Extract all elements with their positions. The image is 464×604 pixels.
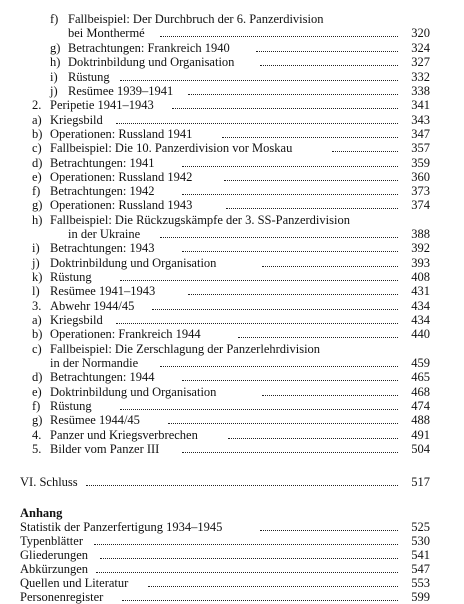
toc-page: 359	[411, 156, 430, 170]
toc-text: Rüstung	[50, 399, 92, 413]
dot-leader	[160, 237, 398, 238]
toc-label: a)	[32, 313, 42, 327]
toc-text: bei Monthermé	[68, 26, 145, 40]
toc-entry[interactable]	[50, 84, 430, 98]
dot-leader	[100, 558, 398, 559]
toc-entry[interactable]	[32, 284, 430, 298]
toc-label: f)	[50, 12, 59, 26]
toc-label: h)	[50, 55, 61, 69]
toc-section[interactable]	[32, 299, 430, 313]
dot-leader	[238, 337, 398, 338]
toc-page: 408	[411, 270, 430, 284]
dot-leader	[116, 323, 398, 324]
toc-page: 434	[411, 313, 430, 327]
toc-label: k)	[32, 270, 43, 284]
toc-label: h)	[32, 213, 43, 227]
toc-text: Resümee 1941–1943	[50, 284, 156, 298]
toc-entry[interactable]	[20, 534, 430, 548]
toc-label: d)	[32, 156, 43, 170]
toc-entry[interactable]	[32, 270, 430, 284]
dot-leader	[120, 409, 398, 410]
dot-leader	[256, 51, 398, 52]
dot-leader	[120, 80, 398, 81]
dot-leader	[260, 65, 398, 66]
toc-label: g)	[50, 41, 61, 55]
toc-text: Fallbeispiel: Die Zerschlagung der Panzerlehrdivision	[50, 342, 321, 356]
toc-entry[interactable]	[32, 370, 430, 384]
toc-page: 373	[411, 184, 430, 198]
toc-text: Doktrinbildung und Organisation	[50, 256, 217, 270]
toc-entry-continuation[interactable]	[68, 227, 430, 241]
toc-text: Operationen: Russland 1941	[50, 127, 193, 141]
toc-entry[interactable]	[50, 12, 324, 26]
toc-label: 5.	[32, 442, 42, 456]
toc-entry[interactable]	[32, 327, 430, 341]
dot-leader	[182, 251, 398, 252]
toc-page: 599	[411, 590, 430, 604]
dot-leader	[224, 180, 398, 181]
toc-text: Betrachtungen: Frankreich 1940	[68, 41, 230, 55]
toc-entry[interactable]	[50, 55, 430, 69]
toc-page: 343	[411, 113, 430, 127]
toc-page: 393	[411, 256, 430, 270]
toc-entry[interactable]	[32, 113, 430, 127]
toc-page: 488	[411, 413, 430, 427]
toc-text: Panzer und Kriegsverbrechen	[50, 428, 198, 442]
toc-page: 388	[411, 227, 430, 241]
toc-page: 320	[411, 26, 430, 40]
toc-text: Doktrinbildung und Organisation	[68, 55, 235, 69]
toc-page: 374	[411, 198, 430, 212]
toc-text: in der Ukraine	[68, 227, 141, 241]
toc-text: Fallbeispiel: Die 10. Panzerdivision vor Moskau	[50, 141, 293, 155]
toc-label: i)	[32, 241, 40, 255]
toc-section[interactable]	[32, 442, 430, 456]
toc-label: f)	[32, 399, 41, 413]
toc-text: Fallbeispiel: Die Rückzugskämpfe der 3. SS-Panzerdivision	[50, 213, 350, 227]
toc-entry[interactable]	[32, 141, 430, 155]
toc-entry[interactable]	[50, 41, 430, 55]
dot-leader	[172, 108, 398, 109]
toc-entry[interactable]	[32, 170, 430, 184]
toc-page: 341	[411, 98, 430, 112]
toc-label: 3.	[32, 299, 42, 313]
dot-leader	[160, 366, 398, 367]
toc-label: 4.	[32, 428, 42, 442]
toc-text: Peripetie 1941–1943	[50, 98, 154, 112]
toc-entry[interactable]	[32, 213, 430, 227]
toc-label: b)	[32, 327, 43, 341]
toc-text: Bilder vom Panzer III	[50, 442, 160, 456]
dot-leader	[222, 137, 398, 138]
toc-page: 468	[411, 385, 430, 399]
toc-text: Anhang	[20, 506, 63, 520]
dot-leader	[160, 36, 398, 37]
toc-page: 338	[411, 84, 430, 98]
toc-page: 530	[411, 534, 430, 548]
toc-entry[interactable]	[32, 156, 430, 170]
toc-text: Abkürzungen	[20, 562, 89, 576]
toc-page: 324	[411, 41, 430, 55]
toc-page: 357	[411, 141, 430, 155]
toc-entry[interactable]	[20, 548, 430, 562]
toc-entry[interactable]	[20, 590, 430, 604]
toc-page: 431	[411, 284, 430, 298]
toc-label: e)	[32, 170, 42, 184]
toc-label: j)	[50, 84, 58, 98]
toc-page: 332	[411, 70, 430, 84]
toc-entry[interactable]	[32, 198, 430, 212]
toc-page: 434	[411, 299, 430, 313]
toc-text: Operationen: Frankreich 1944	[50, 327, 201, 341]
toc-page: 525	[411, 520, 430, 534]
toc-entry[interactable]	[32, 256, 430, 270]
dot-leader	[262, 395, 398, 396]
toc-text: Quellen und Literatur	[20, 576, 129, 590]
toc-entry[interactable]	[32, 127, 430, 141]
toc-text: Rüstung	[50, 270, 92, 284]
toc-section[interactable]	[32, 98, 430, 112]
toc-page: 553	[411, 576, 430, 590]
toc-page: 504	[411, 442, 430, 456]
toc-label: d)	[32, 370, 43, 384]
dot-leader	[332, 151, 398, 152]
toc-text: Operationen: Russland 1942	[50, 170, 193, 184]
toc-text: VI. Schluss	[20, 475, 78, 489]
toc-page: 360	[411, 170, 430, 184]
dot-leader	[262, 266, 398, 267]
toc-text: Resümee 1944/45	[50, 413, 140, 427]
toc-entry-continuation[interactable]	[68, 26, 430, 40]
toc-label: c)	[32, 342, 42, 356]
dot-leader	[182, 380, 398, 381]
toc-section[interactable]	[32, 428, 430, 442]
toc-text: Fallbeispiel: Der Durchbruch der 6. Panzerdivision	[68, 12, 324, 26]
toc-label: f)	[32, 184, 41, 198]
dot-leader	[96, 572, 398, 573]
toc-text: Abwehr 1944/45	[50, 299, 135, 313]
toc-entry[interactable]	[32, 413, 430, 427]
toc-chapter[interactable]	[20, 475, 430, 489]
toc-page: 491	[411, 428, 430, 442]
toc-text: Typenblätter	[20, 534, 83, 548]
toc-entry-continuation[interactable]	[50, 356, 430, 370]
toc-text: Kriegsbild	[50, 113, 103, 127]
dot-leader	[168, 423, 398, 424]
dot-leader	[182, 452, 398, 453]
dot-leader	[148, 586, 398, 587]
toc-text: in der Normandie	[50, 356, 139, 370]
toc-page: 517	[411, 475, 430, 489]
toc-text: Gliederungen	[20, 548, 89, 562]
toc-entry[interactable]	[32, 241, 430, 255]
dot-leader	[86, 485, 398, 486]
toc-text: Operationen: Russland 1943	[50, 198, 193, 212]
dot-leader	[120, 280, 398, 281]
toc-entry[interactable]	[32, 385, 430, 399]
dot-leader	[182, 166, 398, 167]
toc-entry[interactable]	[32, 399, 430, 413]
toc-text: Doktrinbildung und Organisation	[50, 385, 217, 399]
toc-page: 459	[411, 356, 430, 370]
toc-label: g)	[32, 413, 43, 427]
appendix-heading	[20, 506, 62, 520]
toc-label: j)	[32, 256, 40, 270]
toc-text: Personenregister	[20, 590, 104, 604]
toc-page: 465	[411, 370, 430, 384]
toc-text: Kriegsbild	[50, 313, 103, 327]
dot-leader	[188, 294, 398, 295]
toc-label: b)	[32, 127, 43, 141]
toc-label: l)	[32, 284, 40, 298]
toc-text: Betrachtungen: 1944	[50, 370, 155, 384]
toc-label: c)	[32, 141, 42, 155]
toc-entry[interactable]	[20, 520, 430, 534]
dot-leader	[188, 94, 398, 95]
toc-page: 547	[411, 562, 430, 576]
toc-text: Betrachtungen: 1942	[50, 184, 155, 198]
dot-leader	[182, 194, 398, 195]
toc-text: Statistik der Panzerfertigung 1934–1945	[20, 520, 223, 534]
toc-entry[interactable]	[50, 70, 430, 84]
dot-leader	[152, 309, 398, 310]
toc-page: 347	[411, 127, 430, 141]
dot-leader	[228, 438, 398, 439]
toc-label: a)	[32, 113, 42, 127]
toc-entry[interactable]	[32, 342, 430, 356]
toc-page: 327	[411, 55, 430, 69]
toc-label: 2.	[32, 98, 42, 112]
toc-label: i)	[50, 70, 58, 84]
dot-leader	[122, 600, 398, 601]
dot-leader	[94, 544, 398, 545]
dot-leader	[260, 530, 398, 531]
toc-text: Betrachtungen: 1943	[50, 241, 155, 255]
toc-page: 440	[411, 327, 430, 341]
toc-entry[interactable]	[32, 313, 430, 327]
toc-page: 392	[411, 241, 430, 255]
toc-page: 474	[411, 399, 430, 413]
toc-page: 541	[411, 548, 430, 562]
toc-label: g)	[32, 198, 43, 212]
toc-text: Betrachtungen: 1941	[50, 156, 155, 170]
toc-entry[interactable]	[32, 184, 430, 198]
toc-entry[interactable]	[20, 576, 430, 590]
toc-entry[interactable]	[20, 562, 430, 576]
toc-text: Resümee 1939–1941	[68, 84, 174, 98]
dot-leader	[116, 123, 398, 124]
toc-label: e)	[32, 385, 42, 399]
dot-leader	[226, 208, 398, 209]
toc-text: Rüstung	[68, 70, 110, 84]
